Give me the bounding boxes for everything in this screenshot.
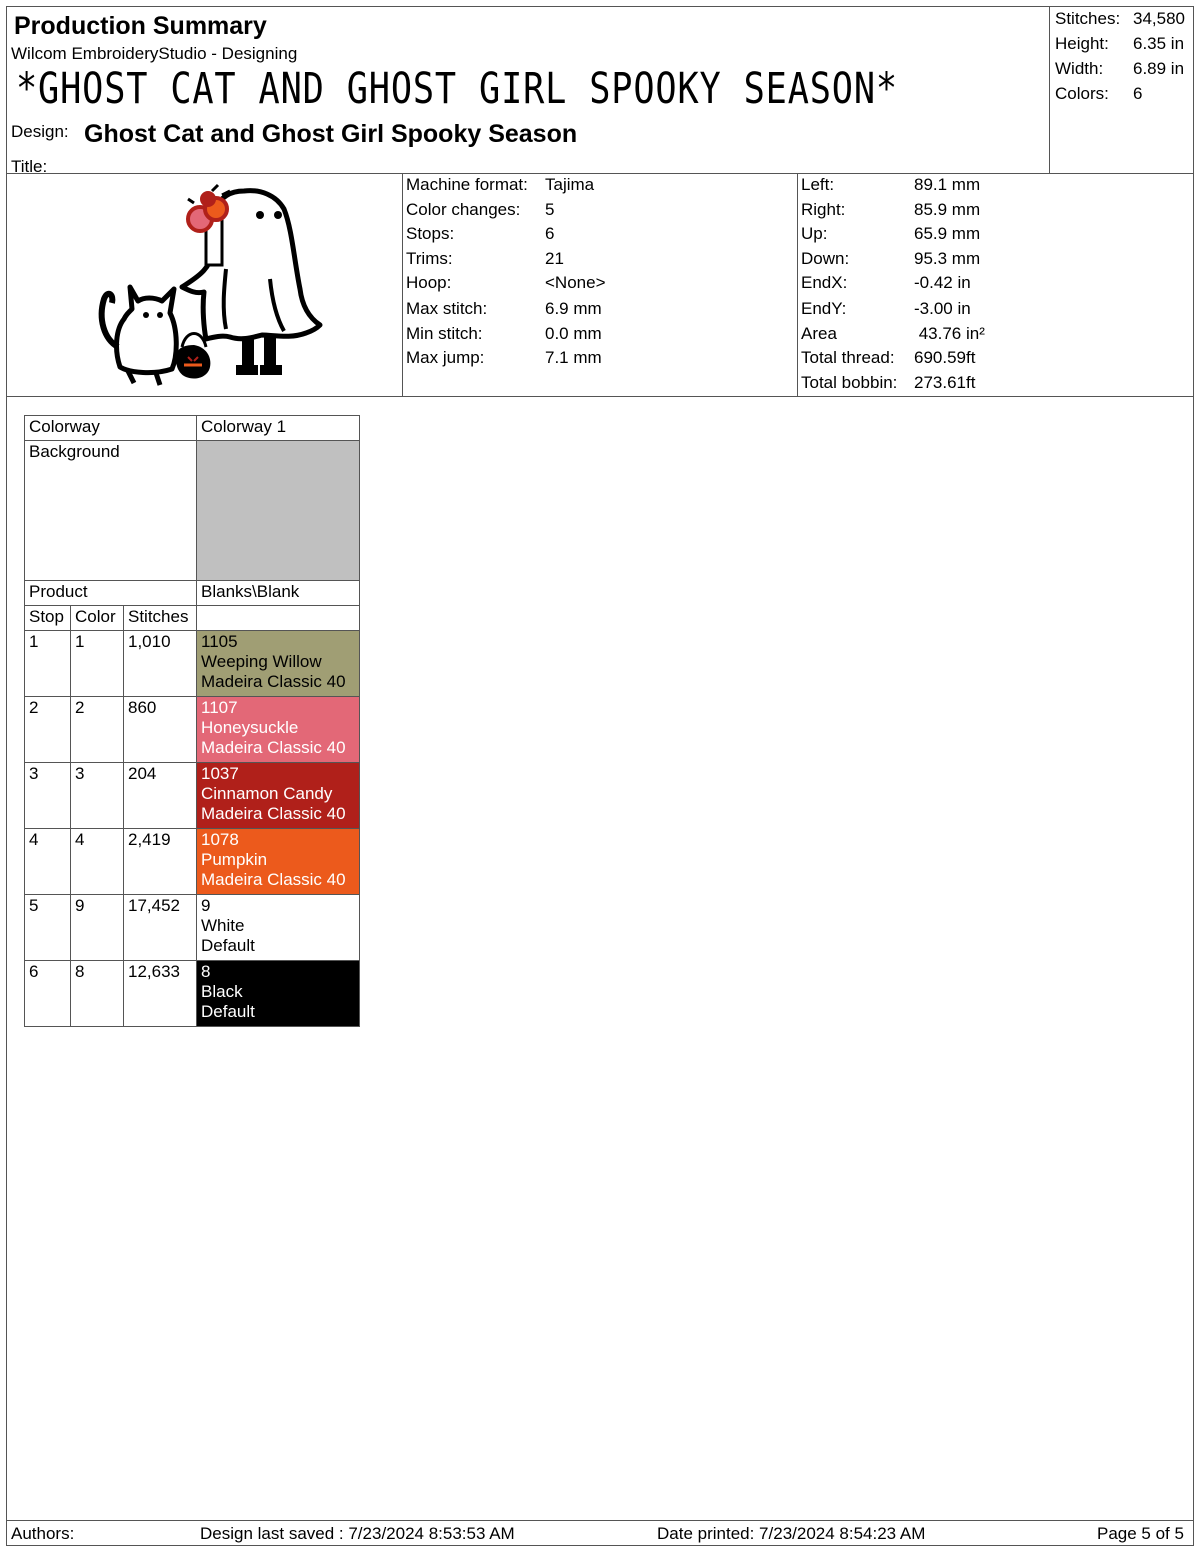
info-label: Min stitch: (406, 324, 483, 343)
info-value: 5 (545, 200, 555, 219)
info-label: Stops: (406, 224, 455, 243)
thread-name: Black (201, 982, 243, 1001)
thread-swatch (197, 895, 360, 961)
dim-label: Down: (801, 249, 850, 268)
thread-brand: Madeira Classic 40 (201, 804, 346, 823)
design-value: Ghost Cat and Ghost Girl Spooky Season (84, 120, 578, 148)
background-label: Background (25, 441, 197, 581)
info-value: 7.1 mm (545, 348, 602, 367)
thread-swatch (197, 829, 360, 895)
info-value: <None> (545, 273, 606, 292)
header-thread (197, 606, 360, 631)
column-divider (402, 173, 403, 397)
thread-row (25, 763, 360, 829)
dim-value: 273.61ft (914, 373, 976, 392)
thread-swatch (197, 697, 360, 763)
dim-label: EndY: (801, 299, 847, 318)
thread-row (25, 631, 360, 697)
footer-page-number: Page 5 of 5 (1097, 1524, 1184, 1543)
thread-row (25, 829, 360, 895)
background-row (25, 441, 360, 581)
thread-brand: Default (201, 1002, 255, 1021)
colorway-value: Colorway 1 (197, 416, 360, 441)
thread-stop: 4 (25, 829, 71, 895)
info-value: 0.0 mm (545, 324, 602, 343)
thread-stop: 6 (25, 961, 71, 1027)
dim-value: 690.59ft (914, 348, 976, 367)
info-label: Color changes: (406, 200, 521, 219)
thread-color: 9 (71, 895, 124, 961)
thread-name: Honeysuckle (201, 718, 299, 737)
page-title: Production Summary (14, 12, 267, 40)
dim-label: Area (801, 324, 837, 343)
dim-label: Up: (801, 224, 828, 243)
dim-value: -3.00 in (914, 299, 971, 318)
info-value: 6 (545, 224, 555, 243)
thread-stitches: 860 (124, 697, 197, 763)
thread-swatch (197, 631, 360, 697)
dim-value: 95.3 mm (914, 249, 981, 268)
info-label: Machine format: (406, 175, 528, 194)
info-value: Tajima (545, 175, 595, 194)
colorway-label: Colorway (25, 416, 197, 441)
footer-authors: Authors: (11, 1524, 75, 1543)
stat-value: 6.89 in (1133, 59, 1185, 78)
stat-label: Colors: (1055, 84, 1109, 103)
dim-label: Left: (801, 175, 835, 194)
thread-color: 8 (71, 961, 124, 1027)
thread-stitches: 204 (124, 763, 197, 829)
info-label: Trims: (406, 249, 453, 268)
thread-name: Weeping Willow (201, 652, 322, 671)
footer-date-printed: Date printed: 7/23/2024 8:54:23 AM (657, 1524, 926, 1543)
app-name: Wilcom EmbroideryStudio - Designing (11, 44, 298, 63)
dim-label: Right: (801, 200, 846, 219)
dim-value: 89.1 mm (914, 175, 981, 194)
thread-color: 4 (71, 829, 124, 895)
footer-last-saved: Design last saved : 7/23/2024 8:53:53 AM (200, 1524, 515, 1543)
thread-code: 8 (201, 962, 211, 981)
thread-code: 9 (201, 896, 211, 915)
thread-brand: Default (201, 936, 255, 955)
dim-value: 85.9 mm (914, 200, 981, 219)
info-value: 6.9 mm (545, 299, 602, 318)
thread-color: 1 (71, 631, 124, 697)
dim-label: Total bobbin: (801, 373, 898, 392)
thread-stitches: 17,452 (124, 895, 197, 961)
thread-stop: 2 (25, 697, 71, 763)
thread-rows (25, 631, 360, 1027)
thread-stop: 3 (25, 763, 71, 829)
thread-brand: Madeira Classic 40 (201, 672, 346, 691)
thread-color: 2 (71, 697, 124, 763)
stat-value: 34,580 (1133, 9, 1185, 28)
summary-header (6, 6, 1050, 174)
thread-stitches: 2,419 (124, 829, 197, 895)
thread-code: 1037 (201, 764, 239, 783)
header-stop: Stop (25, 606, 71, 631)
thread-name: White (201, 916, 245, 935)
info-value: 21 (545, 249, 564, 268)
stat-label: Width: (1055, 59, 1104, 78)
column-divider (797, 173, 798, 397)
thread-name: Cinnamon Candy (201, 784, 333, 803)
header-stitches: Stitches (124, 606, 197, 631)
product-label: Product (25, 581, 197, 606)
thread-row (25, 697, 360, 763)
thread-name: Pumpkin (201, 850, 268, 869)
stat-label: Stitches: (1055, 9, 1121, 28)
page-footer (6, 1520, 1194, 1546)
dim-value: 65.9 mm (914, 224, 981, 243)
thread-swatch (197, 961, 360, 1027)
product-row (25, 581, 360, 606)
info-strip (6, 173, 1194, 397)
thread-color: 3 (71, 763, 124, 829)
thread-row (25, 961, 360, 1027)
stats-box (1049, 6, 1194, 174)
info-label: Max jump: (406, 348, 485, 367)
thread-brand: Madeira Classic 40 (201, 870, 346, 889)
thread-brand: Madeira Classic 40 (201, 738, 346, 757)
dim-value: -0.42 in (914, 273, 971, 292)
product-value: Blanks\Blank (197, 581, 360, 606)
design-name-banner: *GHOST CAT AND GHOST GIRL SPOOKY SEASON* (16, 64, 898, 114)
thread-swatch (197, 763, 360, 829)
colorway-row (25, 416, 360, 441)
title-label: Title: (11, 157, 48, 176)
dim-label: EndX: (801, 273, 848, 292)
header-color: Color (71, 606, 124, 631)
stat-value: 6 (1133, 84, 1143, 103)
design-label: Design: (11, 122, 69, 141)
dim-value: 43.76 in² (914, 324, 985, 343)
colorway-table (24, 415, 360, 1027)
thread-stop: 5 (25, 895, 71, 961)
thread-stitches: 12,633 (124, 961, 197, 1027)
dim-label: Total thread: (801, 348, 895, 367)
stat-label: Height: (1055, 34, 1109, 53)
info-label: Max stitch: (406, 299, 488, 318)
column-header-row (25, 606, 360, 631)
thread-row (25, 895, 360, 961)
design-preview-image (94, 179, 324, 391)
thread-code: 1078 (201, 830, 239, 849)
info-label: Hoop: (406, 273, 452, 292)
thread-code: 1107 (201, 698, 238, 717)
thread-stitches: 1,010 (124, 631, 197, 697)
thread-stop: 1 (25, 631, 71, 697)
stat-value: 6.35 in (1133, 34, 1185, 53)
thread-code: 1105 (201, 632, 238, 651)
background-swatch (197, 441, 360, 581)
